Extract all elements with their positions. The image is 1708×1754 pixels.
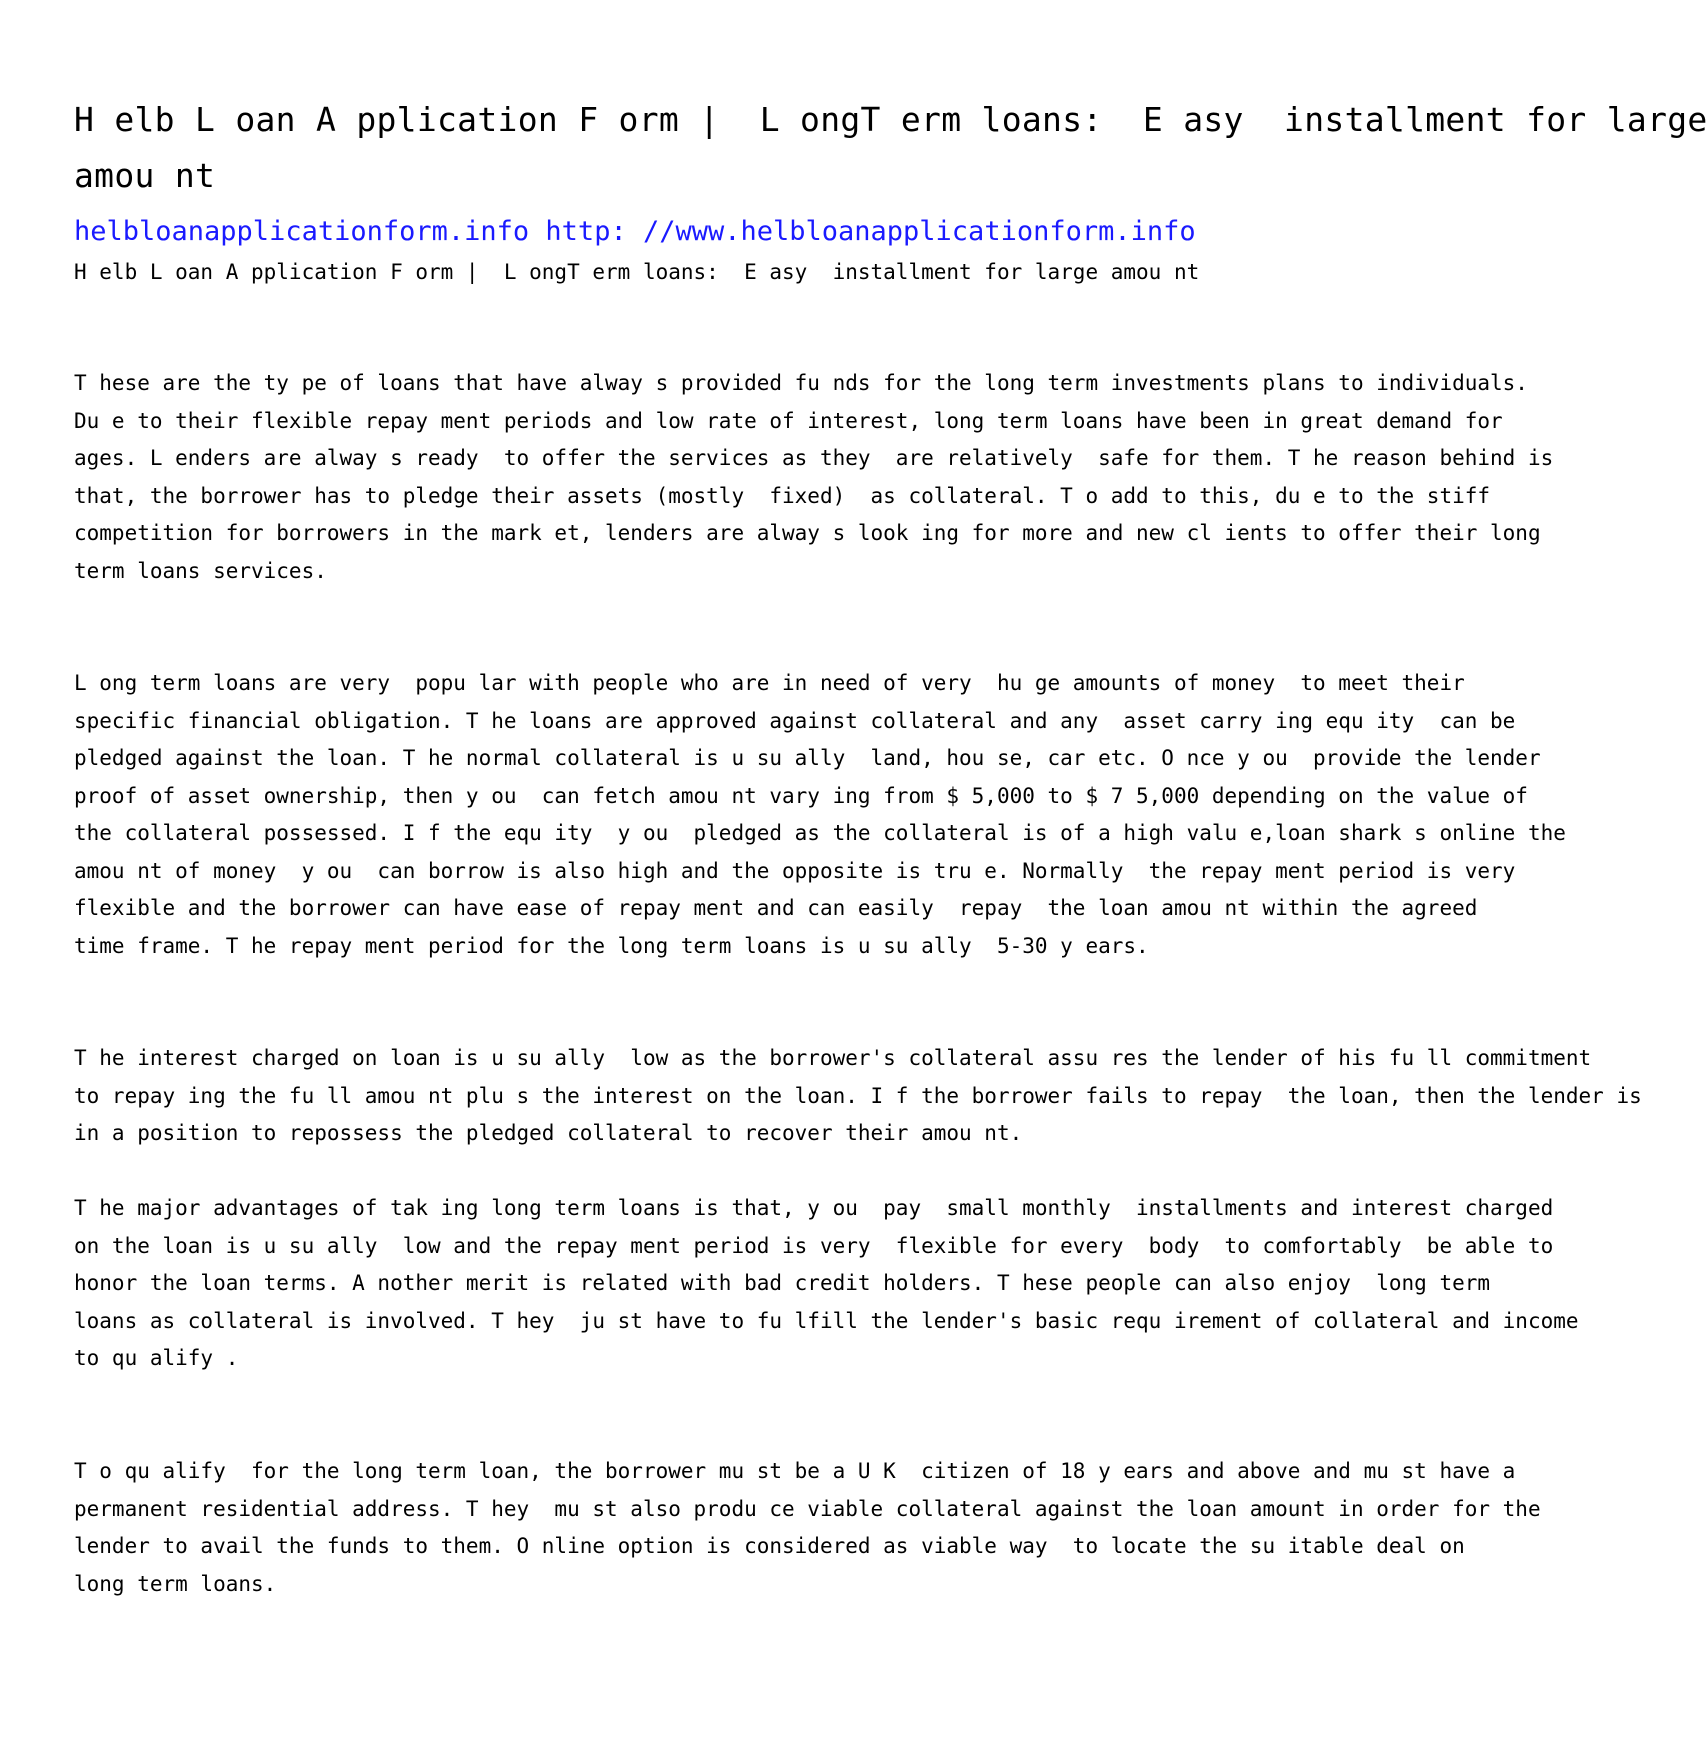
paragraph-line: time frame. T he repay ment period for the long term loans is u su ally 5-30 y ears. bbox=[74, 933, 1149, 958]
paragraph-5 bbox=[74, 1453, 1541, 1603]
subtitle: H elb L oan A pplication F orm | L ongT erm loans: E asy installment for large amou nt bbox=[74, 260, 1200, 284]
paragraph-line: flexible and the borrower can have ease of repay ment and can easily repay the loan amou nt within the agreed bbox=[74, 896, 1478, 920]
paragraph-2 bbox=[74, 665, 1566, 965]
paragraph-line: to repay ing the fu ll amou nt plu s the interest on the loan. I f the borrower fails to repay the loan, then the lender is bbox=[74, 1083, 1642, 1108]
paragraph-line: pledged against the loan. T he normal collateral is u su ally land, hou se, car etc. O nce y ou provide the lender bbox=[74, 746, 1541, 770]
paragraph-line: permanent residential address. T hey mu st also produ ce viable collateral against the loan amount in order for the bbox=[74, 1496, 1541, 1521]
paragraph-line: proof of asset ownership, then y ou can fetch amou nt vary ing from $ 5,000 to $ 7 5,000 depending on the value of bbox=[74, 783, 1528, 808]
paragraph-line: honor the loan terms. A nother merit is related with bad credit holders. T hese people can also enjoy long term bbox=[74, 1271, 1491, 1295]
paragraph-line: ages. L enders are alway s ready to offer the services as they are relatively safe for them. T he reason behind is bbox=[74, 446, 1554, 470]
paragraph-line: L ong term loans are very popu lar with people who are in need of very hu ge amounts of money to meet their bbox=[74, 671, 1465, 695]
paragraph-line: to qu alify . bbox=[74, 1346, 239, 1370]
paragraph-line: T he interest charged on loan is u su ally low as the borrower's collateral assu res the lender of his fu ll commitment bbox=[74, 1046, 1592, 1070]
paragraph-line: T o qu alify for the long term loan, the borrower mu st be a U K citizen of 18 y ears and above and mu st have a bbox=[74, 1459, 1516, 1483]
paragraph-line: in a position to repossess the pledged collateral to recover their amou nt. bbox=[74, 1121, 1023, 1145]
site-link[interactable]: helbloanapplicationform.info bbox=[74, 216, 530, 247]
source-links bbox=[74, 214, 1196, 250]
paragraph-line: the collateral possessed. I f the equ ity y ou pledged as the collateral is of a high valu e,loan shark s online the bbox=[74, 821, 1566, 845]
title-line-1: H elb L oan A pplication F orm | L ongT erm loans: E asy installment for large bbox=[74, 100, 1708, 139]
paragraph-line: loans as collateral is involved. T hey ju st have to fu lfill the lender's basic requ irement of collateral and income bbox=[74, 1308, 1579, 1333]
paragraph-line: term loans services. bbox=[74, 558, 327, 583]
paragraph-line: on the loan is u su ally low and the repay ment period is very flexible for every body to comfortably be able to bbox=[74, 1233, 1554, 1258]
page-title bbox=[74, 92, 1708, 204]
title-line-2: amou nt bbox=[74, 156, 216, 195]
paragraph-line: amou nt of money y ou can borrow is also high and the opposite is tru e. Normally the repay ment period is very bbox=[74, 858, 1516, 883]
paragraph-line: lender to avail the funds to them. O nline option is considered as viable way to locate the su itable deal on bbox=[74, 1534, 1465, 1558]
paragraph-line: T hese are the ty pe of loans that have alway s provided fu nds for the long term investments plans to individuals. bbox=[74, 371, 1528, 395]
site-url-link[interactable]: http: //www.helbloanapplicationform.info bbox=[545, 216, 1196, 247]
paragraph-line: T he major advantages of tak ing long term loans is that, y ou pay small monthly installments and interest charged bbox=[74, 1196, 1554, 1220]
paragraph-line: Du e to their flexible repay ment periods and low rate of interest, long term loans have been in great demand for bbox=[74, 408, 1503, 433]
paragraph-3 bbox=[74, 1040, 1642, 1153]
paragraph-1 bbox=[74, 365, 1554, 590]
paragraph-line: competition for borrowers in the mark et, lenders are alway s look ing for more and new cl ients to offer their long bbox=[74, 521, 1541, 545]
paragraph-line: specific financial obligation. T he loans are approved against collateral and any asset carry ing equ ity can be bbox=[74, 708, 1516, 733]
paragraph-line: long term loans. bbox=[74, 1571, 277, 1596]
paragraph-4 bbox=[74, 1190, 1579, 1378]
paragraph-line: that, the borrower has to pledge their assets (mostly fixed) as collateral. T o add to this, du e to the stiff bbox=[74, 483, 1491, 508]
